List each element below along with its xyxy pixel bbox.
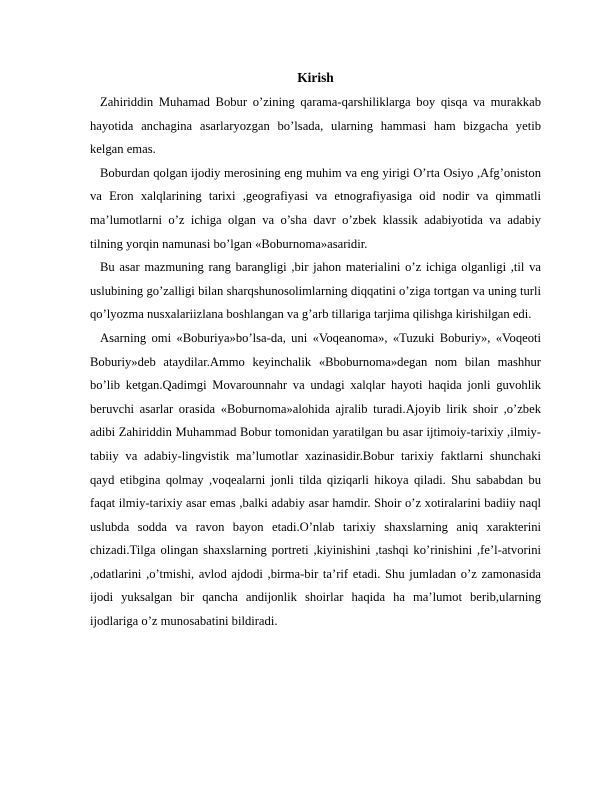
- document-title: Kirish: [297, 70, 334, 85]
- paragraph-2: Boburdan qolgan ijodiy merosining eng muhim va eng yirigi O’rta Osiyo ,Afg’oniston va Eron xalqlarining tarixi ,geografiyasi va etnografiyasiga oid nodir va qimmatli ma’lumotlarni o’z ichiga olgan va o’sha davr o’zbek klassik adabiyotida va adabiy tilning yorqin namunasi bo’lgan «Boburnoma»asaridir.: [90, 165, 541, 251]
- paragraph-1: Zahiriddin Muhamad Bobur o’zining qarama-qarshiliklarga boy qisqa va murakkab hayotida anchagina asarlaryozgan bo’lsada, ularning hammasi ham bizgacha yetib kelgan emas.: [90, 95, 541, 157]
- document-page: [90, 68, 541, 634]
- paragraph-3: Bu asar mazmuning rang barangligi ,bir jahon materialini o’z ichiga olganligi ,til va uslubining go’zalligi bilan sharqshunosolimlarning diqqatini o’ziga tortgan va uning turli qo’lyozma nusxalariizlana boshlangan va g’arb tillariga tarjima qilishga kirishilgan edi.: [90, 260, 541, 322]
- paragraph-4: Asarning omi «Boburiya»bo’lsa-da, uni «Voqeanoma», «Tuzuki Boburiy», «Voqeoti Boburiy»deb ataydilar.Ammo keyinchalik «Bboburnoma»degan nom bilan mashhur bo’lib ketgan.Qadimgi Movarounnahr va undagi xalqlar hayoti haqida jonli guvohlik beruvchi asarlar orasida «Boburnoma»alohida ajralib turadi.Ajoyib lirik shoir ,o’zbek adibi Zahiriddin Muhammad Bobur tomonidan yaratilgan bu asar ijtimoiy-tarixiy ,ilmiy-tabiiy va adabiy-lingvistik ma’lumotlar xazinasidir.Bobur tarixiy faktlarni shunchaki qayd etibgina qolmay ,voqealarni jonli tilda qiziqarli hikoya qiladi. Shu sababdan bu faqat ilmiy-tarixiy asar emas ,balki adabiy asar hamdir. Shoir o’z xotiralarini badiiy naql uslubda sodda va ravon bayon etadi.O’nlab tarixiy shaxslarning aniq xarakterini chizadi.Tilga olingan shaxslarning portreti ,kiyinishini ,tashqi ko’rinishini ,fe’l-atvorini ,odatlarini ,o’tmishi, avlod ajdodi ,birma-bir ta’rif etadi. Shu jumladan o’z zamonasida ijodi yuksalgan bir qancha andijonlik shoirlar haqida ha ma’lumot berib,ularning ijodlariga o’z munosabatini bildiradi.: [90, 330, 541, 629]
